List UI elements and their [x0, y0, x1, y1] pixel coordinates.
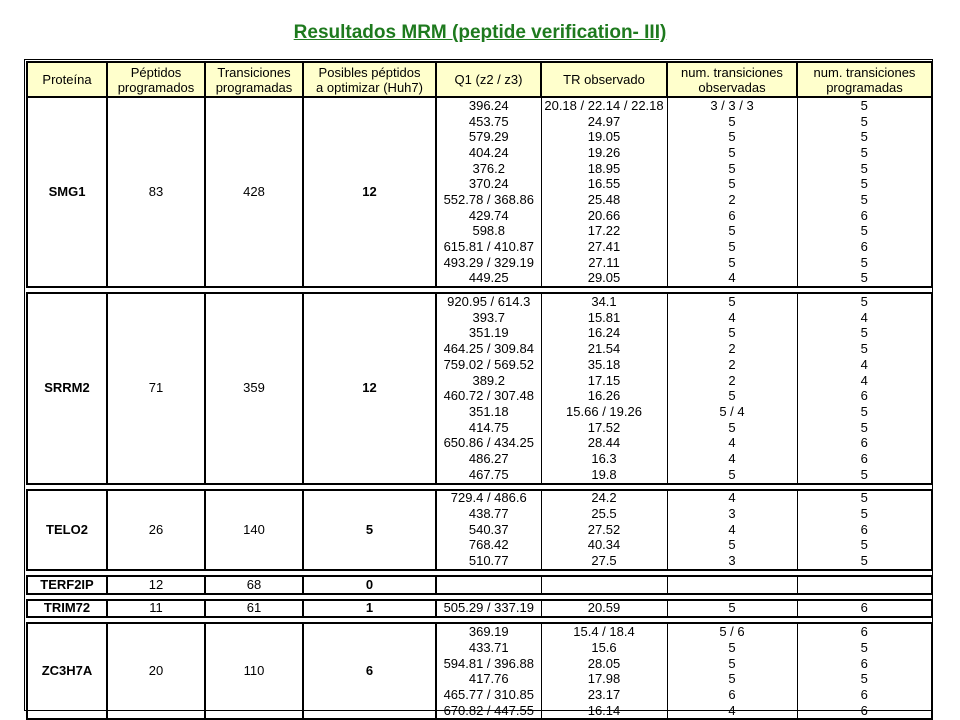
obs-cell: 5 — [667, 600, 797, 618]
obs-cell: 4 — [667, 435, 797, 451]
possible-cell: 6 — [303, 623, 436, 719]
tr-cell: 16.14 — [541, 703, 667, 720]
obs-cell: 5 / 6 — [667, 623, 797, 640]
q1-cell: 414.75 — [436, 420, 541, 436]
peptides-cell: 26 — [107, 490, 205, 570]
tr-cell: 21.54 — [541, 341, 667, 357]
q1-cell: 598.8 — [436, 224, 541, 240]
tr-cell: 27.11 — [541, 255, 667, 271]
q1-cell: 670.82 / 447.55 — [436, 703, 541, 720]
tr-cell: 16.3 — [541, 451, 667, 467]
tr-cell: 40.34 — [541, 538, 667, 554]
q1-cell — [436, 576, 541, 594]
prog-cell: 5 — [797, 293, 932, 310]
prog-cell: 6 — [797, 656, 932, 672]
obs-cell: 2 — [667, 192, 797, 208]
header-row — [27, 62, 932, 97]
prog-cell: 4 — [797, 373, 932, 389]
protein-cell: TELO2 — [27, 490, 107, 570]
transitions-cell: 110 — [205, 623, 303, 719]
possible-cell: 0 — [303, 576, 436, 594]
transitions-cell: 428 — [205, 97, 303, 287]
header-proteina: Proteína — [27, 62, 107, 97]
tr-cell: 16.26 — [541, 388, 667, 404]
q1-cell: 552.78 / 368.86 — [436, 192, 541, 208]
q1-cell: 920.95 / 614.3 — [436, 293, 541, 310]
tr-cell: 28.05 — [541, 656, 667, 672]
prog-cell: 5 — [797, 467, 932, 484]
peptides-cell: 11 — [107, 600, 205, 618]
tr-cell: 19.8 — [541, 467, 667, 484]
obs-cell — [667, 576, 797, 594]
transitions-cell: 140 — [205, 490, 303, 570]
prog-cell: 5 — [797, 145, 932, 161]
possible-cell: 12 — [303, 97, 436, 287]
prog-cell: 5 — [797, 671, 932, 687]
protein-cell: ZC3H7A — [27, 623, 107, 719]
page-title: Resultados MRM (peptide verification- III) — [293, 22, 667, 43]
obs-cell: 2 — [667, 357, 797, 373]
q1-cell: 768.42 — [436, 538, 541, 554]
obs-cell: 5 — [667, 114, 797, 130]
prog-cell: 5 — [797, 420, 932, 436]
prog-cell: 6 — [797, 435, 932, 451]
q1-cell: 351.19 — [436, 326, 541, 342]
prog-cell: 6 — [797, 239, 932, 255]
prog-cell: 5 — [797, 326, 932, 342]
obs-cell: 4 — [667, 522, 797, 538]
table-row — [27, 600, 932, 618]
possible-cell: 1 — [303, 600, 436, 618]
transitions-cell: 68 — [205, 576, 303, 594]
obs-cell: 2 — [667, 373, 797, 389]
tr-cell: 15.4 / 18.4 — [541, 623, 667, 640]
q1-cell: 389.2 — [436, 373, 541, 389]
prog-cell: 6 — [797, 388, 932, 404]
tr-cell: 18.95 — [541, 161, 667, 177]
table-row — [27, 97, 932, 114]
q1-cell: 486.27 — [436, 451, 541, 467]
tr-cell: 24.2 — [541, 490, 667, 507]
obs-cell: 5 — [667, 129, 797, 145]
q1-cell: 579.29 — [436, 129, 541, 145]
q1-cell: 540.37 — [436, 522, 541, 538]
tr-cell: 27.5 — [541, 553, 667, 570]
tr-cell: 25.48 — [541, 192, 667, 208]
prog-cell: 5 — [797, 255, 932, 271]
mrm-results-table — [26, 61, 933, 720]
obs-cell: 5 — [667, 640, 797, 656]
obs-cell: 5 — [667, 176, 797, 192]
obs-cell: 5 — [667, 388, 797, 404]
prog-cell: 6 — [797, 600, 932, 618]
obs-cell: 5 — [667, 255, 797, 271]
obs-cell: 5 / 4 — [667, 404, 797, 420]
obs-cell: 5 — [667, 145, 797, 161]
table-body — [27, 97, 932, 719]
obs-cell: 4 — [667, 451, 797, 467]
tr-cell: 17.98 — [541, 671, 667, 687]
prog-cell: 6 — [797, 703, 932, 720]
prog-cell: 5 — [797, 404, 932, 420]
q1-cell: 376.2 — [436, 161, 541, 177]
tr-cell: 24.97 — [541, 114, 667, 130]
prog-cell: 5 — [797, 271, 932, 288]
tr-cell: 16.55 — [541, 176, 667, 192]
tr-cell: 23.17 — [541, 687, 667, 703]
tr-cell: 17.22 — [541, 224, 667, 240]
prog-cell: 6 — [797, 451, 932, 467]
obs-cell: 3 — [667, 506, 797, 522]
prog-cell — [797, 576, 932, 594]
prog-cell: 6 — [797, 687, 932, 703]
obs-cell: 4 — [667, 310, 797, 326]
prog-cell: 5 — [797, 224, 932, 240]
q1-cell: 505.29 / 337.19 — [436, 600, 541, 618]
tr-cell: 35.18 — [541, 357, 667, 373]
prog-cell: 5 — [797, 553, 932, 570]
q1-cell: 449.25 — [436, 271, 541, 288]
obs-cell: 3 / 3 / 3 — [667, 97, 797, 114]
prog-cell: 5 — [797, 129, 932, 145]
protein-cell: SRRM2 — [27, 293, 107, 483]
tr-cell: 20.18 / 22.14 / 22.18 — [541, 97, 667, 114]
q1-cell: 464.25 / 309.84 — [436, 341, 541, 357]
tr-cell: 17.15 — [541, 373, 667, 389]
q1-cell: 650.86 / 434.25 — [436, 435, 541, 451]
protein-cell: TRIM72 — [27, 600, 107, 618]
tr-cell: 17.52 — [541, 420, 667, 436]
prog-cell: 5 — [797, 176, 932, 192]
q1-cell: 393.7 — [436, 310, 541, 326]
obs-cell: 3 — [667, 553, 797, 570]
q1-cell: 396.24 — [436, 97, 541, 114]
prog-cell: 6 — [797, 623, 932, 640]
q1-cell: 370.24 — [436, 176, 541, 192]
table-row — [27, 490, 932, 507]
q1-cell: 417.76 — [436, 671, 541, 687]
q1-cell: 404.24 — [436, 145, 541, 161]
possible-cell: 5 — [303, 490, 436, 570]
prog-cell: 4 — [797, 310, 932, 326]
tr-cell: 15.66 / 19.26 — [541, 404, 667, 420]
prog-cell: 6 — [797, 208, 932, 224]
header-q1: Q1 (z2 / z3) — [436, 62, 541, 97]
q1-cell: 615.81 / 410.87 — [436, 239, 541, 255]
peptides-cell: 20 — [107, 623, 205, 719]
obs-cell: 5 — [667, 467, 797, 484]
protein-cell: TERF2IP — [27, 576, 107, 594]
prog-cell: 5 — [797, 97, 932, 114]
possible-cell: 12 — [303, 293, 436, 483]
tr-cell: 15.81 — [541, 310, 667, 326]
tr-cell: 34.1 — [541, 293, 667, 310]
tr-cell — [541, 576, 667, 594]
transitions-cell: 359 — [205, 293, 303, 483]
prog-cell: 6 — [797, 522, 932, 538]
tr-cell: 19.26 — [541, 145, 667, 161]
q1-cell: 460.72 / 307.48 — [436, 388, 541, 404]
tr-cell: 16.24 — [541, 326, 667, 342]
prog-cell: 4 — [797, 357, 932, 373]
q1-cell: 493.29 / 329.19 — [436, 255, 541, 271]
tr-cell: 29.05 — [541, 271, 667, 288]
prog-cell: 5 — [797, 538, 932, 554]
obs-cell: 5 — [667, 224, 797, 240]
q1-cell: 729.4 / 486.6 — [436, 490, 541, 507]
q1-cell: 510.77 — [436, 553, 541, 570]
header-peptidos: Péptidos programados — [107, 62, 205, 97]
header-prog: num. transiciones programadas — [797, 62, 932, 97]
prog-cell: 5 — [797, 161, 932, 177]
prog-cell: 5 — [797, 490, 932, 507]
header-tr: TR observado — [541, 62, 667, 97]
header-obs: num. transiciones observadas — [667, 62, 797, 97]
q1-cell: 759.02 / 569.52 — [436, 357, 541, 373]
header-transiciones: Transiciones programadas — [205, 62, 303, 97]
q1-cell: 429.74 — [436, 208, 541, 224]
obs-cell: 6 — [667, 208, 797, 224]
obs-cell: 5 — [667, 161, 797, 177]
tr-cell: 19.05 — [541, 129, 667, 145]
q1-cell: 453.75 — [436, 114, 541, 130]
protein-cell: SMG1 — [27, 97, 107, 287]
peptides-cell: 71 — [107, 293, 205, 483]
prog-cell: 5 — [797, 341, 932, 357]
tr-cell: 28.44 — [541, 435, 667, 451]
peptides-cell: 83 — [107, 97, 205, 287]
obs-cell: 5 — [667, 326, 797, 342]
tr-cell: 25.5 — [541, 506, 667, 522]
header-posibles: Posibles péptidos a optimizar (Huh7) — [303, 62, 436, 97]
transitions-cell: 61 — [205, 600, 303, 618]
q1-cell: 467.75 — [436, 467, 541, 484]
table-row — [27, 576, 932, 594]
obs-cell: 5 — [667, 293, 797, 310]
prog-cell: 5 — [797, 506, 932, 522]
q1-cell: 438.77 — [436, 506, 541, 522]
obs-cell: 4 — [667, 703, 797, 720]
q1-cell: 433.71 — [436, 640, 541, 656]
obs-cell: 5 — [667, 239, 797, 255]
q1-cell: 369.19 — [436, 623, 541, 640]
prog-cell: 5 — [797, 114, 932, 130]
tr-cell: 15.6 — [541, 640, 667, 656]
obs-cell: 4 — [667, 490, 797, 507]
q1-cell: 465.77 / 310.85 — [436, 687, 541, 703]
tr-cell: 27.41 — [541, 239, 667, 255]
q1-cell: 594.81 / 396.88 — [436, 656, 541, 672]
obs-cell: 6 — [667, 687, 797, 703]
obs-cell: 5 — [667, 420, 797, 436]
q1-cell: 351.18 — [436, 404, 541, 420]
obs-cell: 4 — [667, 271, 797, 288]
obs-cell: 5 — [667, 656, 797, 672]
tr-cell: 27.52 — [541, 522, 667, 538]
tr-cell: 20.66 — [541, 208, 667, 224]
peptides-cell: 12 — [107, 576, 205, 594]
prog-cell: 5 — [797, 192, 932, 208]
obs-cell: 2 — [667, 341, 797, 357]
table-row — [27, 623, 932, 640]
prog-cell: 5 — [797, 640, 932, 656]
table-row — [27, 293, 932, 310]
obs-cell: 5 — [667, 671, 797, 687]
obs-cell: 5 — [667, 538, 797, 554]
tr-cell: 20.59 — [541, 600, 667, 618]
